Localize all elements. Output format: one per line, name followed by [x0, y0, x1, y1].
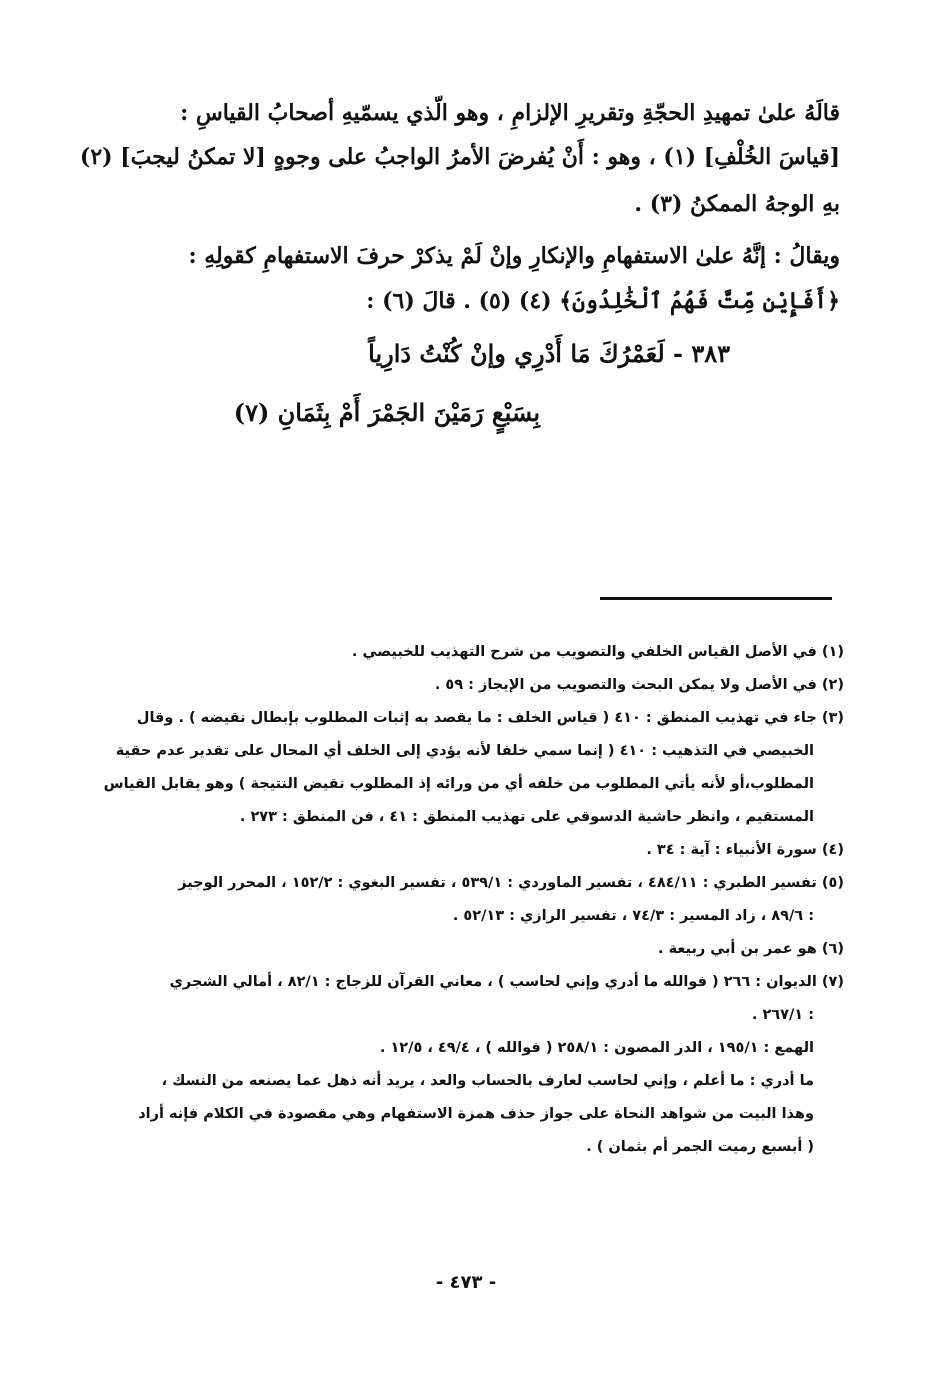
footnote-divider [600, 597, 832, 600]
main-text-line-2: [قياسَ الخُلْفِ] (١) ، وهو : أَنْ يُفرضَ الأمرُ الواجبُ على وجوهٍ [لا تمكنُ ليجبَ] (٢) [79, 144, 840, 171]
main-text-line-4: ويقالُ : إنَّهُ علىٰ الاستفهامِ والإنكارِ وإنْ لَمْ يذكرْ حرفَ الاستفهامِ كقولِهِ : [188, 243, 840, 270]
footnote-3-line-2: الخبيصي في التذهيب : ٤١٠ ( إنما سمي خلفا لأنه يؤدي إلى الخلف أي المحال على تقدير عدم حقية [115, 743, 814, 759]
quran-quote-line: ﴿أَفَإِيْن مِّتَّ فَهُمُ ٱلْخَٰلِدُونَ﴾ (٤) (٥) . قالَ (٦) : [366, 287, 840, 314]
poetry-verse-first-half: ٣٨٣ - لَعَمْرُكَ مَا أَدْرِي وإنْ كُنْتُ دَارِياً [368, 338, 730, 368]
footnote-1: (١) في الأصل القياس الخلفي والتصويب من شرح التهذيب للخبيصي . [351, 644, 844, 660]
footnote-5-line-2: : ٨٩/٦ ، زاد المسير : ٧٤/٣ ، تفسير الرازي : ٥٢/١٣ . [452, 908, 814, 924]
page-number: - ٤٧٣ - [435, 1272, 497, 1293]
footnote-3-line-1: (٣) جاء في تهذيب المنطق : ٤١٠ ( قياس الخلف : ما يقصد به إثبات المطلوب بإبطال نقيضه ) . وقال [136, 710, 844, 726]
footnote-7-line-4: ما أدري : ما أعلم ، وإني لحاسب لعارف بالحساب والعد ، يريد أنه ذهل عما يصنعه من النسك ، [161, 1073, 814, 1089]
footnote-2: (٢) في الأصل ولا يمكن البحث والتصويب من الإيجاز : ٥٩ . [434, 677, 844, 693]
footnotes [96, 636, 844, 1164]
main-text-line-3: بهِ الوجهُ الممكنُ (٣) . [634, 190, 840, 217]
footnote-7-line-3: الهمع : ١٩٥/١ ، الدر المصون : ٢٥٨/١ ( فوالله ) ، ٤٩/٤ ، ١٢/٥ . [379, 1040, 814, 1056]
footnote-7-line-2: : ٢٦٧/١ . [751, 1007, 814, 1023]
main-text [79, 100, 840, 428]
footnote-5-line-1: (٥) تفسير الطبري : ٤٨٤/١١ ، تفسير الماوردي : ٥٣٩/١ ، تفسير البغوي : ١٥٢/٢ ، المحرر الوجيز [178, 875, 844, 891]
footnote-3-line-3: المطلوب،أو لأنه يأتي المطلوب من خلفه أي من ورائه إذ المطلوب نقيض النتيجة ) وهو يقابل القياس [103, 776, 814, 792]
footnote-4: (٤) سورة الأنبياء : آية : ٣٤ . [646, 842, 844, 858]
poetry-verse-second-half: بِسَبْعٍ رَمَيْنَ الجَمْرَ أَمْ بِثَمَانِ (٧) [233, 397, 540, 427]
footnote-6: (٦) هو عمر بن أبي ربيعة . [658, 941, 844, 957]
footnote-3-line-4: المستقيم ، وانظر حاشية الدسوقي على تهذيب المنطق : ٤١ ، فن المنطق : ٢٧٣ . [239, 809, 814, 825]
footnote-7-line-1: (٧) الديوان : ٢٦٦ ( فوالله ما أدري وإني لحاسب ) ، معاني القرآن للزجاج : ٨٢/١ ، أمالي الشجري [169, 974, 844, 990]
footnote-7-line-6: ( أبسبع رميت الجمر أم بثمان ) . [586, 1139, 814, 1155]
main-text-line-1: قالَهُ علىٰ تمهيدِ الحجّةِ وتقريرِ الإلزامِ ، وهو الّذي يسمّيهِ أصحابُ القياسِ : [180, 100, 840, 126]
footnote-7-line-5: وهذا البيت من شواهد النحاة على جواز حذف همزة الاستفهام وهي مقصودة في الكلام فإنه أراد [138, 1106, 814, 1122]
